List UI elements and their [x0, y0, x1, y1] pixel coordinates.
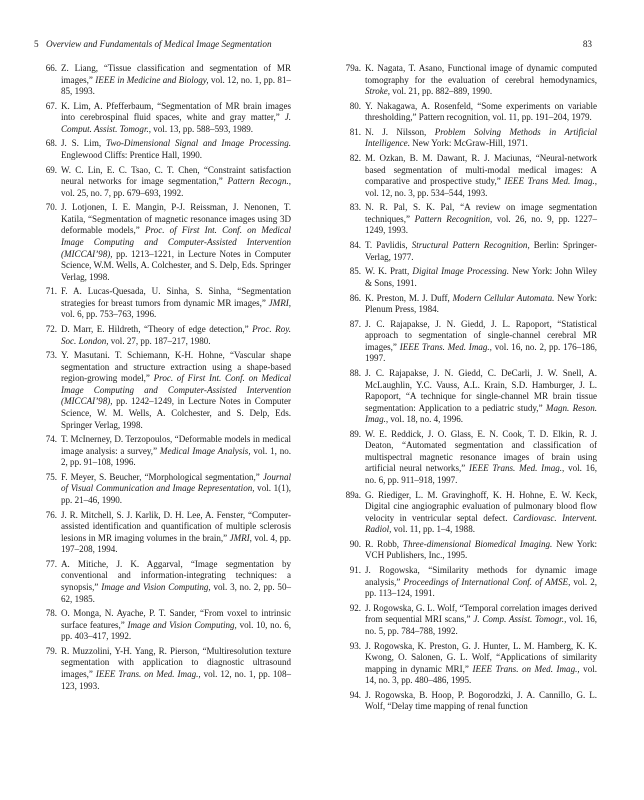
reference-text-part: K. Preston, M. J. Duff,	[365, 292, 453, 303]
reference-number: 78.	[45, 608, 57, 619]
reference-text	[61, 559, 291, 604]
reference-entry	[33, 202, 291, 283]
reference-text-part: T. Pavlidis,	[365, 240, 412, 251]
reference-number: 81.	[349, 126, 361, 137]
reference-text-part: vol. 12, no. 1, pp. 81–85, 1993.	[61, 74, 291, 97]
reference-entry	[33, 138, 291, 161]
reference-text-part: K. Nagata, T. Asano, Functional image of dynamic computed tomography for the evaluation of cerebral hemodynamics,	[365, 63, 597, 85]
reference-text-part: New York: Plenum Press, 1984.	[365, 292, 597, 315]
reference-entry	[33, 646, 291, 692]
reference-source-italic: JMRI,	[268, 297, 291, 308]
reference-source-italic: J. Comput. Assist. Tomogr.,	[61, 112, 291, 134]
reference-text	[365, 153, 597, 198]
reference-text-part: T. McInerney, D. Terzopoulos, “Deformable models in medical image analysis: a survey,”	[61, 434, 291, 456]
reference-text	[365, 368, 597, 424]
reference-text-part: vol. 14, no. 3, pp. 480–486, 1995.	[365, 663, 597, 686]
reference-source-italic: Cardiovasc. Intervent. Radiol,	[365, 512, 597, 535]
reference-text	[365, 603, 597, 636]
reference-text	[365, 319, 597, 364]
reference-entry	[337, 319, 597, 365]
reference-text-part: J. S. Lim,	[61, 138, 106, 149]
reference-text	[61, 324, 291, 346]
reference-text-part: vol. 25, no. 7, pp. 679–693, 1992.	[61, 187, 184, 198]
reference-text-part: M. Ozkan, B. M. Dawant, R. J. Maciunas, “Neural-network based segmentation of multi-modal medical images: A comparative and prospective study,”	[365, 153, 597, 187]
reference-text-part: G. Riediger, L. M. Gravinghoff, K. H. Hohne, E. W. Keck, Digital cine angiographic evaluation of pulmonary blood flow velocity in ventricular septal defect.	[365, 489, 597, 523]
reference-number: 75.	[45, 471, 57, 482]
reference-entry	[337, 293, 597, 316]
reference-number: 76.	[45, 509, 57, 520]
reference-text-part: F. A. Lucas-Quesada, U. Sinha, S. Sinha, “Segmentation strategies for breast tumors from dynamic MR images,”	[61, 286, 291, 308]
reference-source-italic: Proc. of First Int. Conf. on Medical Image Computing and Computer-Assisted Intervention (MICCAI’98),	[61, 225, 291, 259]
reference-text-part: W. C. Lin, E. C. Tsao, C. T. Chen, “Constraint satisfaction neural networks for image segmentation,”	[61, 164, 291, 187]
reference-text-part: W. K. Pratt,	[365, 266, 413, 277]
reference-text-part: vol. 11, pp. 1–4, 1988.	[391, 524, 475, 535]
reference-text	[61, 165, 291, 198]
reference-source-italic: Two-Dimensional Signal and Image Processing.	[105, 138, 291, 149]
reference-number: 67.	[45, 100, 57, 111]
reference-number: 86.	[349, 292, 361, 303]
reference-text	[61, 472, 291, 505]
reference-text	[365, 202, 597, 235]
reference-text	[61, 202, 291, 281]
reference-entry	[337, 641, 597, 687]
reference-text-part: vol. 2, pp. 113–124, 1991.	[365, 576, 597, 599]
reference-text-part: Z. Liang, “Tissue classification and segmentation of MR images,”	[61, 63, 291, 85]
reference-entry	[33, 63, 291, 98]
reference-source-italic: J. Comp. Assist. Tomogr.,	[473, 614, 567, 625]
reference-text-part: N. R. Pal, S. K. Pal, “A review on image segmentation techniques,”	[365, 202, 597, 224]
reference-number: 70.	[45, 202, 57, 213]
reference-source-italic: Image and Vision Computing,	[127, 619, 237, 630]
reference-text-part: vol. 26, no. 9, pp. 1227–1249, 1993.	[365, 213, 597, 236]
reference-text-part: vol. 16, no. 2, pp. 176–186, 1997.	[365, 341, 598, 364]
reference-source-italic: Proceedings of International Conf. of AMSE,	[403, 576, 571, 587]
reference-number: 79a.	[345, 63, 361, 73]
reference-text	[365, 127, 597, 149]
reference-text-part: vol. 16, no. 6, pp. 911–918, 1997.	[365, 463, 597, 485]
reference-entry	[337, 101, 597, 124]
reference-text-part: J. Rogowska, G. L. Wolf, “Temporal correlation images derived from sequential MRI scans,”	[365, 602, 597, 625]
reference-source-italic: IEEE Trans. Med. Imag.,	[399, 341, 492, 352]
reference-number: 89a.	[345, 489, 361, 500]
reference-text	[61, 434, 291, 467]
reference-number: 88.	[349, 367, 361, 378]
reference-source-italic: IEEE Trans. on Med. Imag.,	[472, 663, 580, 674]
reference-text-part: W. E. Reddick, J. O. Glass, E. N. Cook, T. D. Elkin, R. J. Deaton, “Automated segmentation and classification of multispectral magnetic resonance images of brain using artificial neural networks,”	[365, 428, 597, 474]
reference-entry	[337, 565, 597, 600]
reference-text-part: vol. 3, no. 2, pp. 50–62, 1985.	[61, 582, 291, 604]
reference-entry	[337, 490, 597, 536]
reference-entry	[33, 510, 291, 556]
reference-source-italic: IEEE in Medicine and Biology,	[95, 74, 209, 85]
reference-text-part: O. Monga, N. Ayache, P. T. Sander, “From voxel to intrinsic surface features,”	[61, 608, 291, 630]
reference-source-italic: Proc. Roy. Soc. London,	[61, 324, 291, 346]
reference-entry	[337, 429, 597, 487]
reference-source-italic: Proc. of First Int. Conf. on Medical Image Computing and Computer-Assisted Intervention (MICCAI’98),	[61, 373, 291, 407]
reference-entry	[33, 286, 291, 321]
reference-source-italic: Pattern Recognition,	[414, 213, 493, 224]
reference-text-part: J. Rogowska, “Similarity methods for dynamic image analysis,”	[365, 565, 597, 587]
reference-text	[365, 293, 597, 315]
reference-text-part: J. R. Mitchell, S. J. Karlik, D. H. Lee, A. Fenster, “Computer-assisted identification and quantification of multiple sclerosis lesions in MR imaging volumes in the brain,”	[61, 509, 291, 543]
reference-number: 94.	[349, 689, 361, 700]
reference-entry	[337, 368, 597, 426]
references-right-column	[337, 63, 597, 716]
reference-text-part: vol. 4, pp. 197–208, 1994.	[61, 532, 292, 555]
reference-entry	[33, 324, 291, 347]
reference-text-part: D. Marr, E. Hildreth, “Theory of edge detection,”	[61, 324, 253, 335]
reference-text-part: K. Lim, A. Pfefferbaum, “Segmentation of MR brain images into cerebrospinal fluid spaces, white and gray matter,”	[61, 100, 291, 123]
reference-text	[365, 266, 597, 288]
reference-number: 77.	[45, 558, 57, 569]
reference-number: 85.	[349, 266, 361, 277]
reference-number: 82.	[349, 153, 361, 164]
reference-number: 74.	[45, 434, 57, 445]
reference-text	[365, 565, 597, 598]
reference-text-part: Berlin: Springer-Verlag, 1977.	[365, 240, 597, 262]
reference-text	[61, 101, 291, 134]
reference-text-part: vol. 1, no. 2, pp. 91–108, 1996.	[61, 445, 292, 468]
reference-number: 87.	[349, 318, 361, 329]
reference-text	[365, 490, 597, 535]
reference-text-part: J. C. Rajapakse, J. N. Giedd, C. DeCarli, J. W. Snell, A. McLaughlin, Y.C. Vauss, A.L. Krain, S.D. Hamburger, J. L. Rapoport, “A technique for single-channel MR brain tissue segmentation: Application to a pediatric study,”	[365, 367, 597, 413]
reference-text	[365, 690, 597, 712]
reference-number: 90.	[349, 538, 361, 549]
reference-entry	[33, 165, 291, 200]
reference-entry	[337, 127, 597, 150]
reference-text-part: R. Muzzolini, Y-H. Yang, R. Pierson, “Multiresolution texture segmentation with application to diagnostic ultrasound images,”	[61, 645, 291, 680]
chapter-number: 5	[34, 39, 39, 49]
reference-entry	[33, 350, 291, 431]
reference-entry	[337, 153, 597, 199]
reference-text-part: New York: VCH Publishers, Inc., 1995.	[365, 538, 597, 561]
reference-source-italic: Structural Pattern Recognition,	[411, 240, 530, 251]
references-left-column	[33, 63, 291, 695]
reference-text-part: New York: John Wiley & Sons, 1991.	[365, 266, 597, 288]
reference-number: 84.	[349, 240, 361, 251]
reference-text	[61, 63, 291, 96]
reference-entry	[337, 603, 597, 638]
reference-entry	[33, 472, 291, 507]
reference-source-italic: IEEE Trans. on Med. Imag.,	[95, 669, 201, 680]
reference-entry	[337, 690, 597, 713]
reference-number: 83.	[349, 202, 361, 213]
reference-text-part: vol. 13, pp. 588–593, 1989.	[151, 123, 254, 134]
reference-text	[61, 608, 291, 641]
reference-text	[365, 240, 597, 262]
reference-source-italic: Problem Solving Methods in Artificial Intelligence.	[365, 126, 597, 149]
reference-text	[61, 138, 291, 160]
reference-text-part: vol. 12, no. 1, pp. 108–123, 1993.	[61, 669, 291, 691]
reference-text-part: R. Robb,	[365, 538, 403, 549]
reference-text-part: J. Rogowska, K. Preston, G. J. Hunter, L. M. Hamberg, K. K. Kwong, O. Salonen, G. L. Wolf, “Applications of similarity mapping in dynamic MRI,”	[365, 640, 597, 674]
reference-number: 71.	[45, 286, 57, 297]
reference-number: 93.	[349, 640, 361, 651]
reference-text-part: Y. Nakagawa, A. Rosenfeld, “Some experiments on variable thresholding,” Pattern recognition, vol. 11, pp. 191–204, 1979.	[365, 100, 597, 123]
reference-source-italic: Stroke,	[365, 86, 391, 97]
reference-text-part: vol. 16, no. 5, pp. 784–788, 1992.	[365, 614, 598, 636]
reference-source-italic: Journal of Visual Communication and Image Representation,	[61, 471, 291, 494]
reference-text-part: vol. 10, no. 6, pp. 403–417, 1992.	[61, 619, 292, 642]
reference-text-part: vol. 21, pp. 882–889, 1990.	[390, 86, 493, 97]
reference-source-italic: IEEE Trans. Med. Imag.,	[469, 463, 565, 474]
reference-text	[61, 350, 291, 429]
page-number: 83	[582, 39, 592, 49]
reference-text-part: Englewood Cliffs: Prentice Hall, 1990.	[61, 150, 203, 161]
reference-source-italic: IEEE Trans Med. Imag.,	[504, 176, 597, 187]
reference-text-part: A. Mitiche, J. K. Aggarval, “Image segmentation by conventional and information-integrating techniques: a synopsis,”	[61, 558, 291, 592]
reference-text-part: pp. 1242–1249, in Lecture Notes in Computer Science, W. M. Wells, A. Colchester, and S. Delp, Eds. Springer Verlag, 1998.	[61, 396, 291, 430]
reference-entry	[33, 608, 291, 643]
reference-text-part: vol. 12, no. 3, pp. 534–544, 1993.	[365, 187, 488, 198]
reference-text-part: vol. 27, pp. 187–217, 1980.	[108, 335, 211, 346]
reference-text	[61, 510, 291, 555]
reference-number: 69.	[45, 164, 57, 175]
reference-text-part: vol. 1(1), pp. 21–46, 1990.	[61, 483, 291, 505]
reference-text	[365, 101, 597, 123]
reference-source-italic: Image and Vision Computing,	[101, 582, 211, 592]
reference-number: 80.	[349, 100, 361, 111]
reference-text-part: vol. 18, no. 4, 1996.	[388, 414, 464, 425]
reference-text-part: New York: McGraw-Hill, 1971.	[409, 138, 528, 149]
reference-number: 73.	[45, 350, 57, 361]
reference-entry	[33, 559, 291, 605]
reference-text-part: N. J. Nilsson,	[365, 126, 435, 137]
reference-source-italic: Magn. Reson. Imag.,	[365, 402, 597, 425]
reference-source-italic: Three-dimensional Biomedical Imaging.	[402, 538, 553, 549]
reference-entry	[337, 240, 597, 263]
reference-text-part: pp. 1213–1221, in Lecture Notes in Computer Science, W.M. Wells, A. Colchester, and S. Delp, Eds. Springer Verlag, 1998.	[61, 248, 291, 282]
reference-source-italic: Digital Image Processing.	[412, 266, 509, 277]
reference-text	[61, 646, 291, 691]
reference-number: 72.	[45, 324, 57, 335]
reference-text	[365, 429, 597, 485]
reference-text-part: J. Rogowska, B. Hoop, P. Bogorodzki, J. A. Cannillo, G. L. Wolf, “Delay time mapping of renal function	[365, 689, 597, 712]
reference-text	[365, 641, 597, 686]
reference-text	[365, 63, 597, 96]
reference-text-part: J. Lotjonen, I. E. Mangin, P-J. Reissman, J. Nenonen, T. Katila, “Segmentation of magnetic resonance images using 3D deformable models,”	[61, 202, 291, 236]
reference-number: 66.	[45, 63, 57, 73]
reference-entry	[337, 539, 597, 562]
reference-entry	[337, 63, 597, 98]
reference-text-part: F. Meyer, S. Beucher, “Morphological segmentation,”	[61, 471, 263, 482]
reference-number: 91.	[349, 565, 361, 576]
reference-entry	[33, 434, 291, 469]
chapter-title: Overview and Fundamentals of Medical Image Segmentation	[46, 39, 272, 49]
reference-text-part: J. C. Rajapakse, J. N. Giedd, J. L. Rapoport, “Statistical approach to segmentation of single-channel cerebral MR images,”	[365, 318, 597, 352]
reference-entry	[337, 266, 597, 289]
reference-text	[61, 286, 291, 319]
reference-number: 92.	[349, 602, 361, 613]
reference-source-italic: JMRI,	[229, 532, 252, 543]
reference-text-part: vol. 6, pp. 753–763, 1996.	[61, 309, 157, 320]
reference-number: 89.	[349, 428, 361, 439]
reference-number: 79.	[45, 645, 57, 656]
reference-number: 68.	[45, 138, 57, 149]
reference-text	[365, 539, 597, 561]
reference-source-italic: Modern Cellular Automata.	[452, 292, 555, 303]
reference-text-part: Y. Masutani. T. Schiemann, K-H. Hohne, “Vascular shape segmentation and structure extraction using a shape-based region-growing model,”	[61, 350, 291, 384]
reference-source-italic: Medical Image Analysis,	[159, 445, 251, 456]
reference-entry	[33, 101, 291, 136]
reference-source-italic: Pattern Recogn.,	[227, 176, 291, 187]
reference-entry	[337, 202, 597, 237]
